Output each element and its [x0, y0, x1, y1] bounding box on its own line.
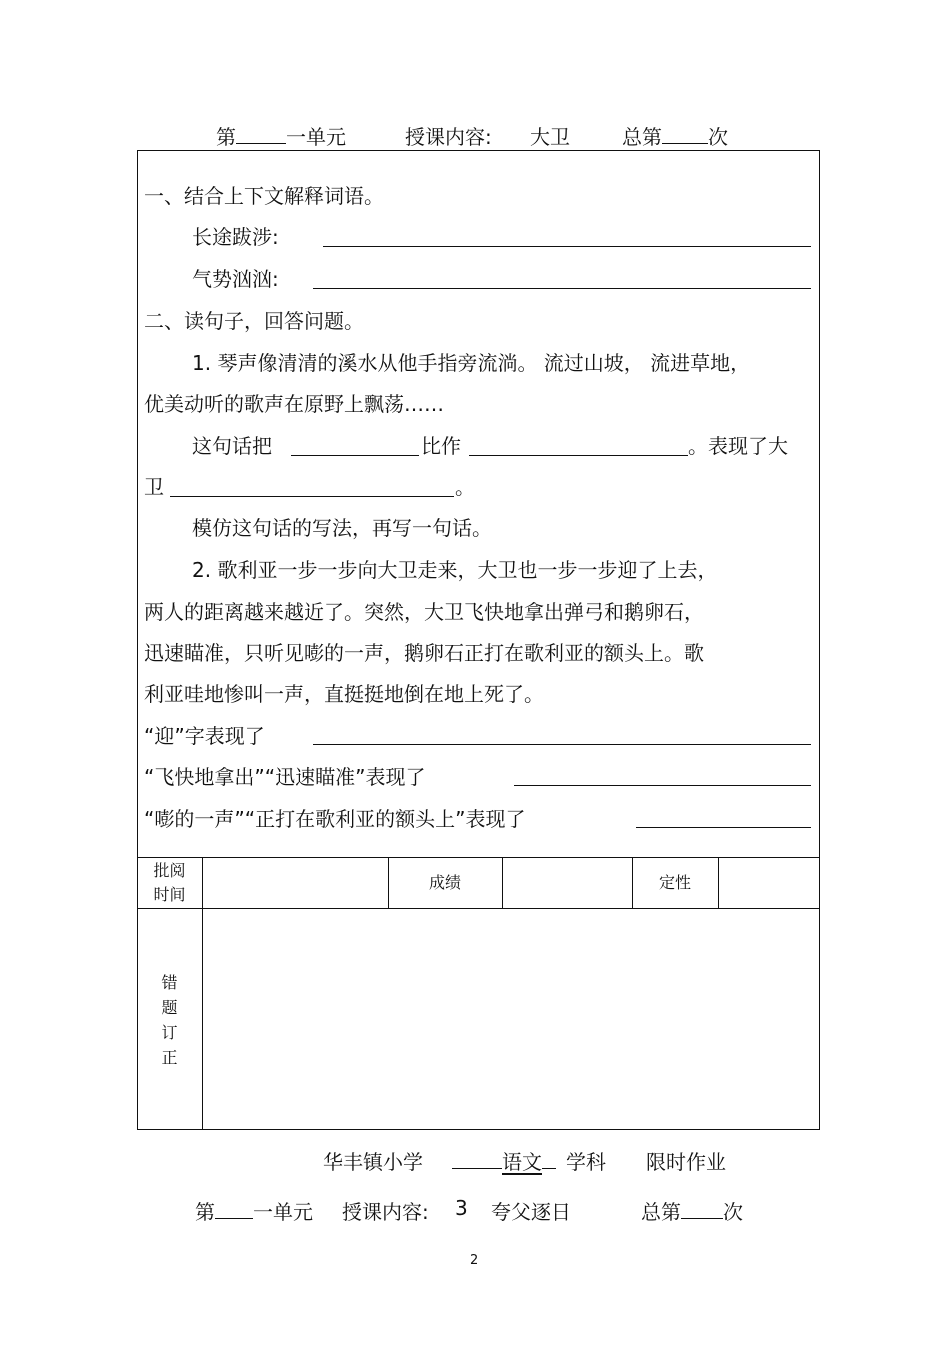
q2-line-3: 迅速瞄准，只听见嘭的一声，鹅卵石正打在歌利亚的额头上。歌: [144, 641, 704, 665]
term-2: 气势汹汹:: [192, 267, 279, 291]
table-col-border-5: [718, 857, 719, 908]
footer-unit: 第 一单元: [195, 1200, 313, 1224]
grade-label: 定性: [658, 873, 691, 892]
q2-line-1: 2. 歌利亚一步一步向大卫走来，大卫也一步一步迎了上去，: [192, 558, 718, 582]
score-label: 成绩: [428, 873, 461, 892]
q2-b: “飞快地拿出”“迅速瞄准”表现了: [144, 765, 426, 789]
footer-lesson-no: 3: [455, 1196, 468, 1220]
term-1: 长途跋涉:: [192, 225, 279, 249]
q1-fill-c: 。表现了大: [688, 434, 788, 458]
q1-fill-b: 比作: [421, 434, 461, 458]
answer-line-q1-a[interactable]: [291, 455, 419, 456]
answer-line-q1-b[interactable]: [469, 455, 688, 456]
q2-line-4: 利亚哇地惨叫一声，直挺挺地倒在地上死了。: [144, 682, 544, 706]
q1-imitate: 模仿这句话的写法，再写一句话。: [192, 516, 492, 540]
footer-homework: 限时作业: [646, 1150, 726, 1174]
section1-title: 一、结合上下文解释词语。: [144, 184, 384, 208]
table-col-border-1: [202, 857, 203, 1130]
footer-school: 华丰镇小学: [323, 1150, 423, 1174]
answer-line-term-1[interactable]: [323, 246, 811, 247]
header-content-label: 授课内容:: [405, 125, 492, 149]
q2-line-2: 两人的距离越来越近了。突然，大卫飞快地拿出弹弓和鹅卵石，: [144, 600, 704, 624]
header-unit: 第 一单元: [216, 125, 346, 149]
page-number: 2: [470, 1253, 479, 1268]
answer-line-term-2[interactable]: [313, 288, 811, 289]
q1-line-1: 1. 琴声像清清的溪水从他手指旁流淌。 流过山坡， 流进草地，: [192, 351, 751, 375]
table-row-border: [137, 908, 820, 909]
answer-line-q2-a[interactable]: [313, 744, 811, 745]
section2-title: 二、读句子，回答问题。: [144, 309, 364, 333]
answer-line-q2-b[interactable]: [514, 785, 811, 786]
answer-line-q2-c[interactable]: [636, 827, 811, 828]
review-time-label: 批阅 时间: [153, 861, 186, 904]
header-lesson: 大卫: [530, 125, 570, 149]
footer-subject: 语文: [452, 1146, 556, 1175]
footer-total: 总第 次: [641, 1200, 743, 1224]
answer-line-q1-c[interactable]: [170, 496, 454, 497]
q2-c: “嘭的一声”“正打在歌利亚的额头上”表现了: [144, 807, 526, 831]
footer-content-label: 授课内容:: [342, 1200, 429, 1224]
header-total: 总第 次: [622, 125, 728, 149]
footer-subject-suffix: 学科: [566, 1150, 606, 1174]
correction-label: 错 题 订 正: [161, 973, 178, 1067]
footer-lesson: 夸父逐日: [491, 1200, 571, 1224]
q1-fill-d: 卫: [144, 475, 164, 499]
q1-line-2: 优美动听的歌声在原野上飘荡……: [144, 392, 444, 416]
q1-fill-e: 。: [455, 475, 475, 499]
table-col-border-3: [502, 857, 503, 908]
q2-a: “迎”字表现了: [144, 724, 265, 748]
q1-fill-a: 这句话把: [192, 434, 272, 458]
